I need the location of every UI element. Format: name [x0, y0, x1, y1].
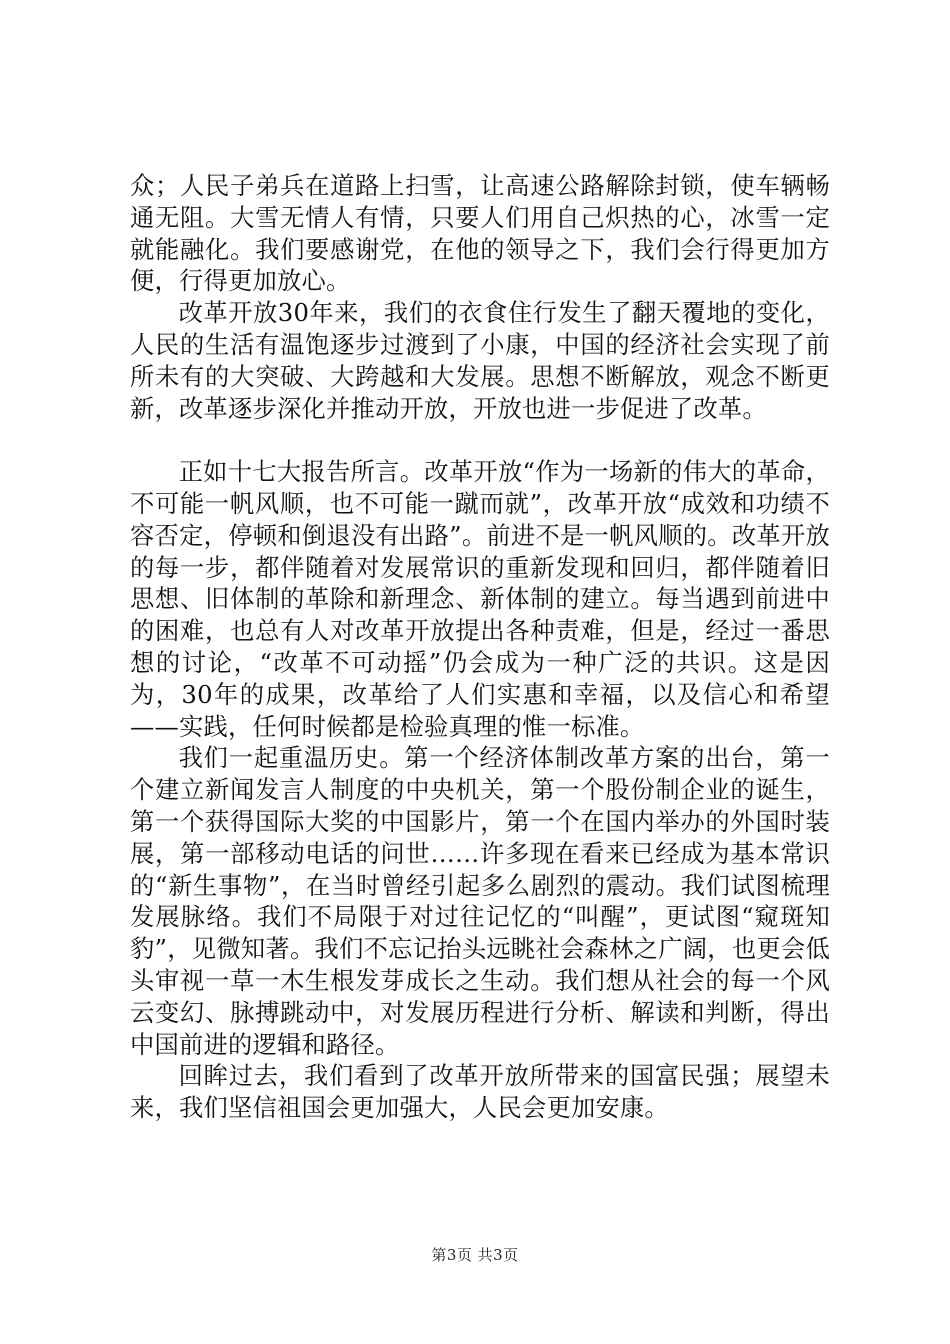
document-body: [130, 170, 830, 1124]
paragraph-continuation: 众；人民子弟兵在道路上扫雪，让高速公路解除封锁，使车辆畅通无阻。大雪无情人有情，只要人们用自己炽热的心，冰雪一定就能融化。我们要感谢党，在他的领导之下，我们会行得更加方便，行得更加放心。: [130, 171, 830, 296]
paragraph-review-history: 我们一起重温历史。第一个经济体制改革方案的出台，第一个建立新闻发言人制度的中央机关，第一个股份制企业的诞生，第一个获得国际大奖的中国影片，第一个在国内举办的外国时装展，第一部移动电话的问世……许多现在看来已经成为基本常识的“新生事物”，在当时曾经引起多么剧烈的震动。我们试图梳理发展脉络。我们不局限于对过往记忆的“叫醒”，更试图“窥斑知豹”，见微知著。我们不忘记抬头远眺社会森林之广阔，也更会低头审视一草一木生根发芽成长之生动。我们想从社会的每一个风云变幻、脉搏跳动中，对发展历程进行分析、解读和判断，得出中国前进的逻辑和路径。: [130, 743, 830, 1059]
paragraph-seventeenth-congress: 正如十七大报告所言。改革开放“作为一场新的伟大的革命，不可能一帆风顺，也不可能一蹴而就”，改革开放“成效和功绩不容否定，停顿和倒退没有出路”。前进不是一帆风顺的。改革开放的每一步，都伴随着对发展常识的重新发现和回归，都伴随着旧思想、旧体制的革除和新理念、新体制的建立。每当遇到前进中的困难，也总有人对改革开放提出各种责难，但是，经过一番思想的讨论，“改革不可动摇”仍会成为一种广泛的共识。这是因为，30年的成果，改革给了人们实惠和幸福，以及信心和希望——实践，任何时候都是检验真理的惟一标准。: [130, 457, 830, 741]
page-number-footer: 第3页 共3页: [431, 1246, 519, 1264]
paragraph-reform-30-years: 改革开放30年来，我们的衣食住行发生了翻天覆地的变化，人民的生活有温饱逐步过渡到了小康，中国的经济社会实现了前所未有的大突破、大跨越和大发展。思想不断解放，观念不断更新，改革逐步深化并推动开放，开放也进一步促进了改革。: [130, 298, 830, 423]
paragraph-conclusion: 回眸过去，我们看到了改革开放所带来的国富民强；展望未来，我们坚信祖国会更加强大，人民会更加安康。: [130, 1061, 830, 1123]
